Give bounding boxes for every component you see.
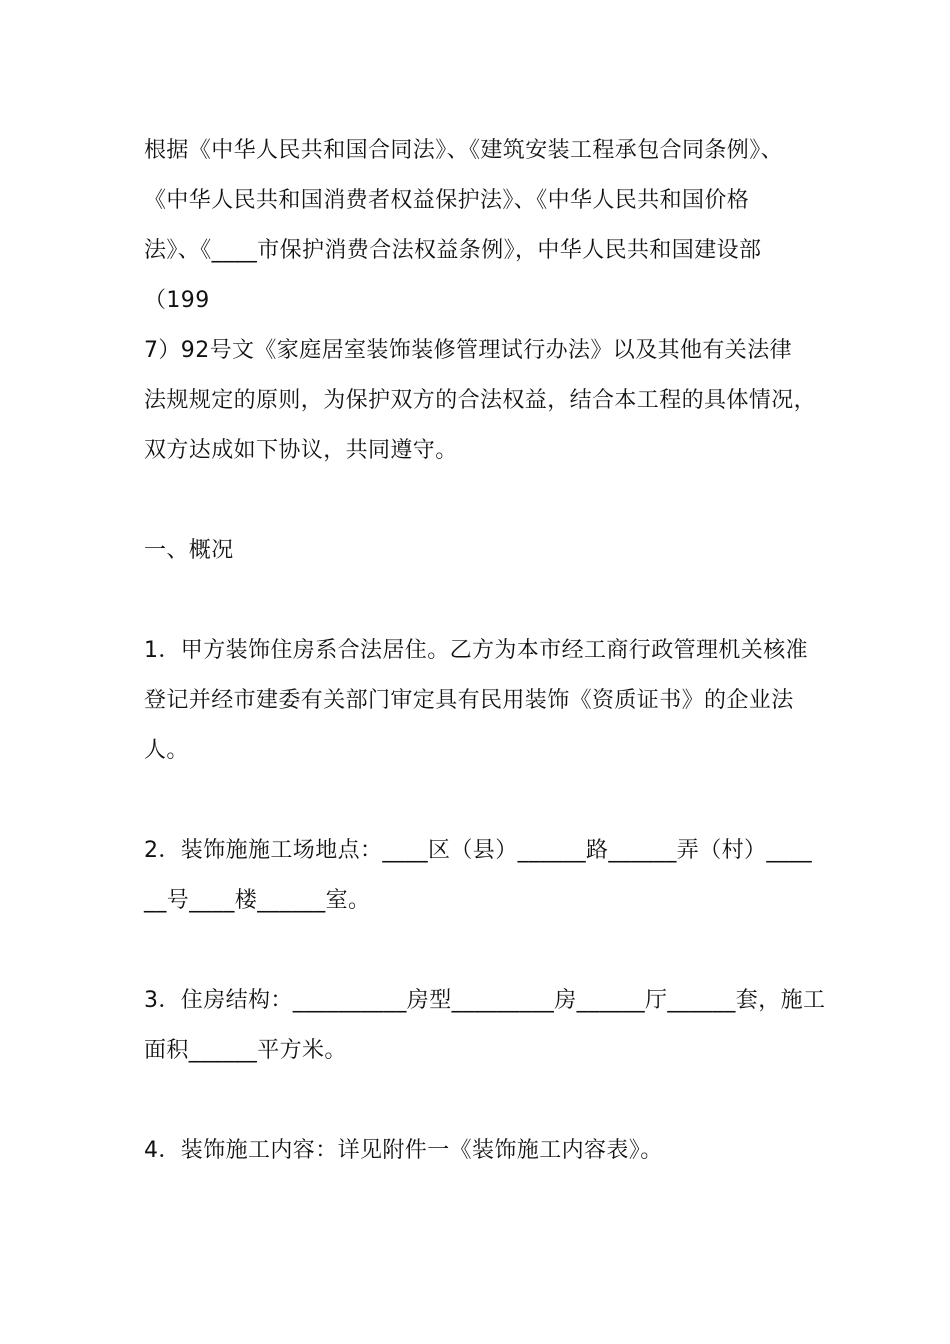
intro-line-2: 《中华人民共和国消费者权益保护法》、《中华人民共和国价格 [144, 188, 750, 213]
intro-line-3: 法》、《____市保护消费合法权益条例》，中华人民共和国建设部 [144, 238, 762, 263]
item-2-line-1: 2．装饰施施工场地点：____区（县）______路______弄（村）____ [144, 838, 812, 863]
item-1-line-1: 1．甲方装饰住房系合法居住。乙方为本市经工商行政管理机关核准 [144, 638, 808, 663]
intro-line-1: 根据《中华人民共和国合同法》、《建筑安装工程承包合同条例》、 [144, 138, 784, 163]
item-4-line-1: 4．装饰施工内容：详见附件一《装饰施工内容表》。 [144, 1138, 663, 1163]
intro-line-5: 7）92号文《家庭居室装饰装修管理试行办法》以及其他有关法律 [144, 338, 792, 363]
section-heading: 一、概况 [144, 538, 234, 563]
item-3-line-1: 3．住房结构：__________房型_________房______厅______套，施工 [144, 988, 826, 1013]
item-1-line-3: 人。 [144, 738, 189, 763]
intro-line-6: 法规规定的原则，为保护双方的合法权益，结合本工程的具体情况， [144, 388, 817, 413]
item-2-line-2: __号____楼______室。 [144, 888, 371, 913]
intro-line-7: 双方达成如下协议，共同遵守。 [144, 438, 458, 463]
item-1-line-2: 登记并经市建委有关部门审定具有民用装饰《资质证书》的企业法 [144, 688, 794, 713]
intro-line-4: （199 [144, 288, 210, 313]
item-3-line-2: 面积______平方米。 [144, 1038, 347, 1063]
